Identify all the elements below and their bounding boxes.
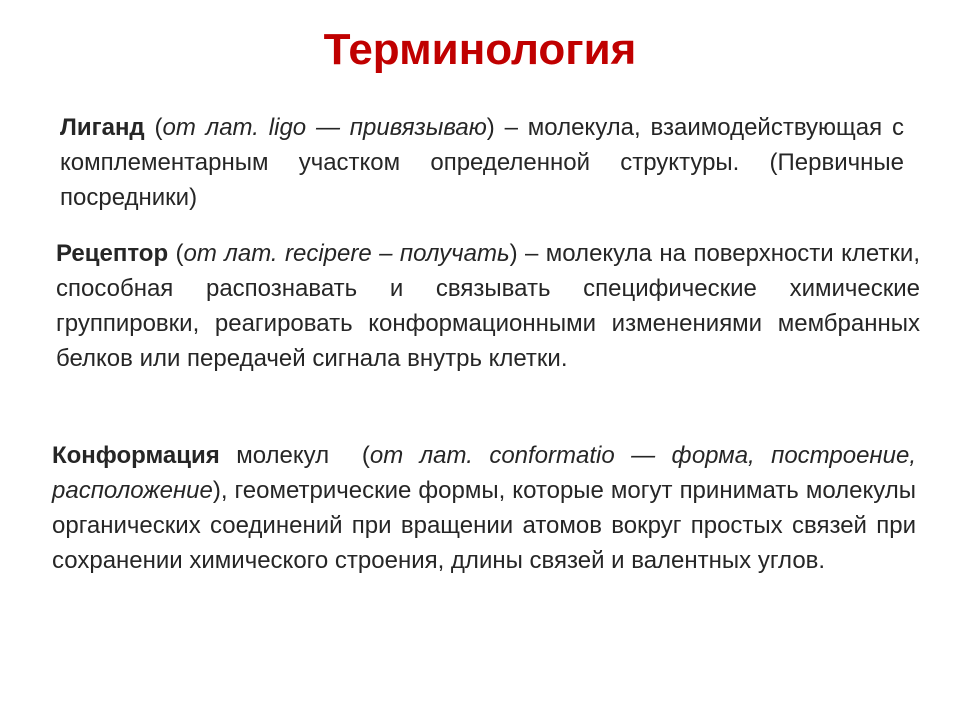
receptor-definition <box>56 236 920 376</box>
ligand-definition <box>60 110 904 215</box>
receptor-description: ) – молекула на поверхности клетки, способная распознавать и связывать специфические химические группировки, реагировать конформационными изменениями мембранных белков или передачей сигнала внутрь клетки. <box>56 240 920 372</box>
ligand-open-paren: ( <box>144 114 163 141</box>
ligand-description: ) – молекула, взаимодействующая с комплементарным участком определенной структуры. (Первичные посредники) <box>60 114 904 211</box>
conformation-mid: молекул ( <box>219 442 370 469</box>
conformation-term: Конформация <box>52 442 220 469</box>
receptor-open-paren: ( <box>168 240 184 267</box>
receptor-term: Рецептор <box>56 240 169 267</box>
conformation-description: ), геометрические формы, которые могут принимать молекулы органических соединений при вращении атомов вокруг простых связей при сохранении химического строения, длины связей и валентных углов. <box>52 477 916 574</box>
ligand-origin: от лат. ligo — привязываю <box>162 114 487 141</box>
slide-title: Терминология <box>323 25 637 74</box>
ligand-term: Лиганд <box>60 114 145 141</box>
conformation-definition <box>52 438 916 578</box>
conformation-origin: от лат. conformatio — форма, построение, расположение <box>52 442 916 504</box>
receptor-origin: от лат. recipere – получать <box>183 240 510 267</box>
